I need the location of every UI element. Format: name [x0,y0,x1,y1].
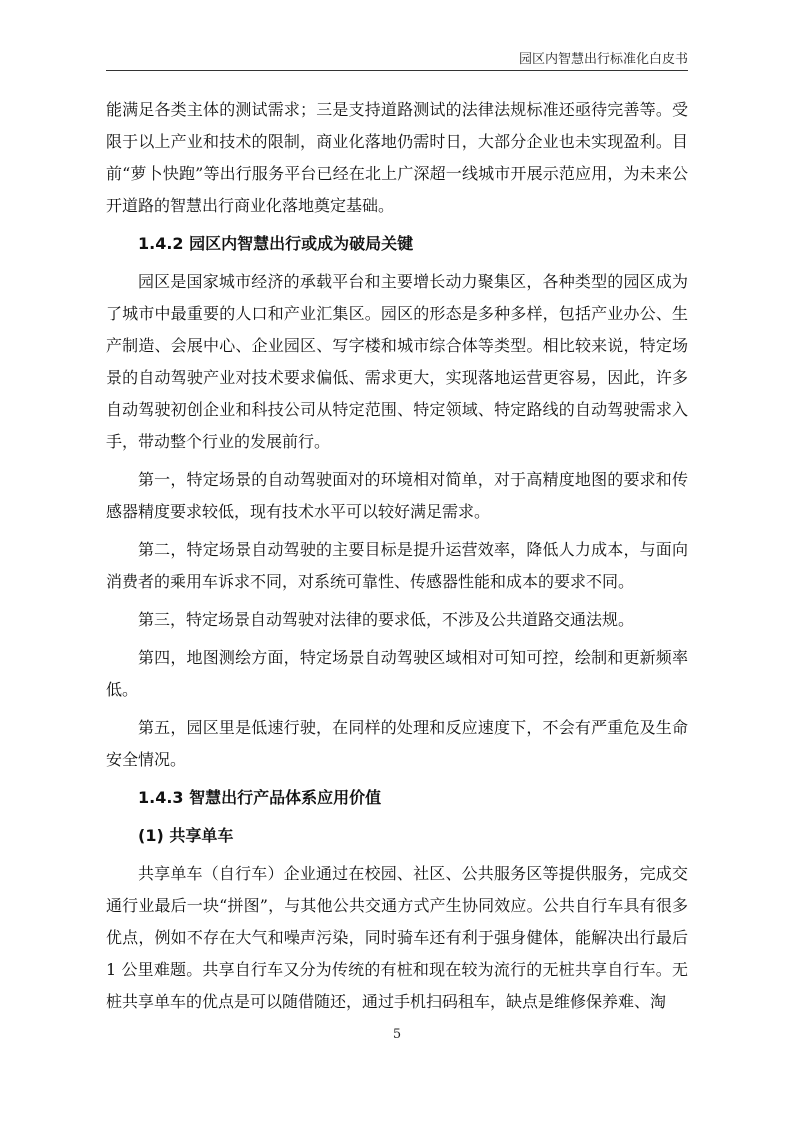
point-4: 第四，地图测绘方面，特定场景自动驾驶区域相对可知可控，绘制和更新频率低。 [106,648,688,699]
point-1: 第一，特定场景的自动驾驶面对的环境相对简单，对于高精度地图的要求和传感器精度要求较低，现有技术水平可以较好满足需求。 [106,470,688,521]
section-1-4-2-intro: 园区是国家城市经济的承载平台和主要增长动力聚集区，各种类型的园区成为了城市中最重要的人口和产业汇集区。园区的形态是多种多样，包括产业办公、生产制造、会展中心、企业园区、写字楼和城市综合体等类型。相比较来说，特定场景的自动驾驶产业对技术要求偏低、需求更大，实现落地运营更容易，因此，许多自动驾驶初创企业和科技公司从特定范围、特定领域、特定路线的自动驾驶需求入手，带动整个行业的发展前行。 [106,272,688,451]
point-5: 第五，园区里是低速行驶，在同样的处理和反应速度下，不会有严重危及生命安全情况。 [106,718,688,769]
page-body [106,94,688,1018]
shared-bikes-paragraph: 共享单车（自行车）企业通过在校园、社区、公共服务区等提供服务，完成交通行业最后一块“拼图”，与其他公共交通方式产生协同效应。公共自行车具有很多优点，例如不存在大气和噪声污染，同时骑车还有利于强身健体，能解决出行最后 1 公里难题。共享自行车又分为传统的有桩和现在较为流行的无桩共享自行车。无桩共享单车的优点是可以随借随还，通过手机扫码租车，缺点是维修保养难、淘 [106,864,688,1011]
running-header: 园区内智慧出行标准化白皮书 [518,52,688,67]
point-3: 第三，特定场景自动驾驶对法律的要求低，不涉及公共道路交通法规。 [138,610,635,629]
section-heading-1-4-3: 1.4.3 智慧出行产品体系应用价值 [138,788,382,807]
subsection-heading-shared-bikes: (1) 共享单车 [138,826,234,845]
continued-paragraph: 能满足各类主体的测试需求；三是支持道路测试的法律法规标准还亟待完善等。受限于以上产业和技术的限制，商业化落地仍需时日，大部分企业也未实现盈利。目前“萝卜快跑”等出行服务平台已经在北上广深超一线城市开展示范应用，为未来公开道路的智慧出行商业化落地奠定基础。 [106,100,688,215]
header-rule [106,70,688,71]
page-number: 5 [392,1027,402,1042]
section-heading-1-4-2: 1.4.2 园区内智慧出行或成为破局关键 [138,234,414,253]
point-2: 第二，特定场景自动驾驶的主要目标是提升运营效率，降低人力成本，与面向消费者的乘用车诉求不同，对系统可靠性、传感器性能和成本的要求不同。 [106,540,688,591]
